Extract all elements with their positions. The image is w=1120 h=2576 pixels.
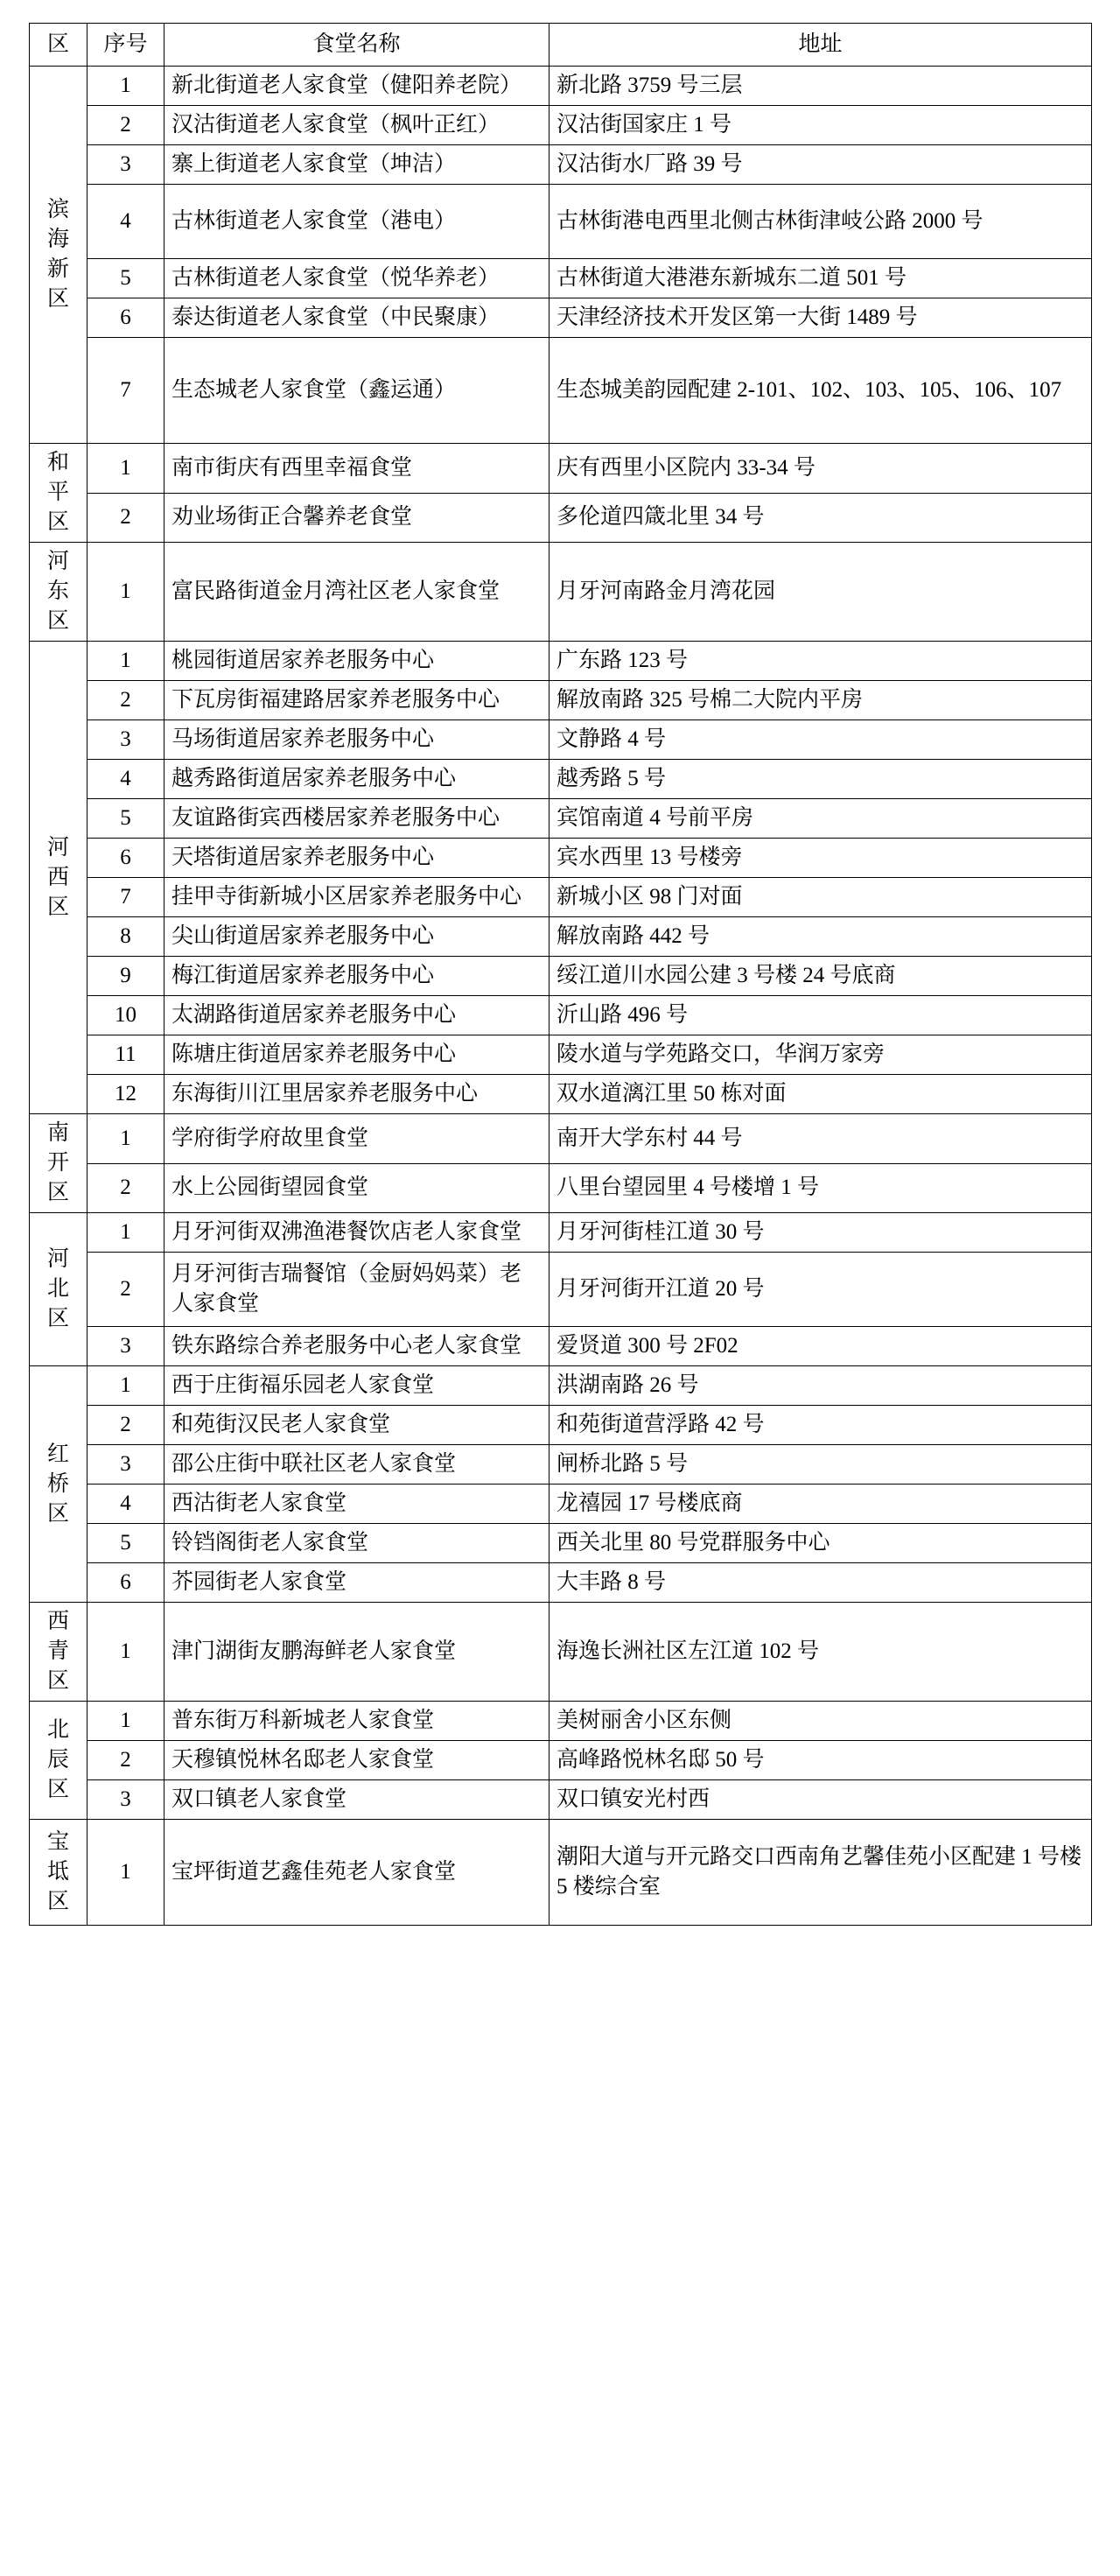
row-index-cell: 9 xyxy=(88,957,164,996)
table-row xyxy=(30,642,1092,681)
district-cell xyxy=(30,1820,88,1926)
district-cell xyxy=(30,67,88,444)
canteen-name-cell: 桃园街道居家养老服务中心 xyxy=(164,642,550,681)
district-cell xyxy=(30,642,88,1114)
canteen-address-cell: 八里台望园里 4 号楼增 1 号 xyxy=(550,1163,1092,1213)
canteen-address-cell: 美树丽舍小区东侧 xyxy=(550,1702,1092,1741)
table-row xyxy=(30,917,1092,957)
canteen-name-cell: 普东街万科新城老人家食堂 xyxy=(164,1702,550,1741)
district-cell xyxy=(30,543,88,642)
row-index-cell: 1 xyxy=(88,444,164,494)
row-index-cell: 2 xyxy=(88,1406,164,1445)
row-index-cell: 1 xyxy=(88,642,164,681)
canteen-address-cell: 月牙河南路金月湾花园 xyxy=(550,543,1092,642)
row-index-cell: 4 xyxy=(88,1485,164,1524)
row-index-cell: 2 xyxy=(88,493,164,543)
canteen-name-cell: 邵公庄街中联社区老人家食堂 xyxy=(164,1445,550,1485)
table-row xyxy=(30,543,1092,642)
canteen-name-cell: 富民路街道金月湾社区老人家食堂 xyxy=(164,543,550,642)
canteen-name-cell: 马场街道居家养老服务中心 xyxy=(164,720,550,760)
canteen-name-cell: 友谊路街宾西楼居家养老服务中心 xyxy=(164,799,550,839)
canteen-address-cell: 越秀路 5 号 xyxy=(550,760,1092,799)
row-index-cell: 1 xyxy=(88,1702,164,1741)
canteen-address-cell: 新城小区 98 门对面 xyxy=(550,878,1092,917)
canteen-address-cell: 大丰路 8 号 xyxy=(550,1563,1092,1603)
row-index-cell: 4 xyxy=(88,760,164,799)
district-label: 和平区 xyxy=(47,451,70,534)
canteen-address-cell: 文静路 4 号 xyxy=(550,720,1092,760)
canteen-name-cell: 南市街庆有西里幸福食堂 xyxy=(164,444,550,494)
row-index-cell: 1 xyxy=(88,1366,164,1406)
canteen-address-cell: 汉沽街国家庄 1 号 xyxy=(550,106,1092,145)
canteen-name-cell: 越秀路街道居家养老服务中心 xyxy=(164,760,550,799)
table-row xyxy=(30,1820,1092,1926)
canteen-name-cell: 尖山街道居家养老服务中心 xyxy=(164,917,550,957)
canteen-address-cell: 古林街港电西里北侧古林街津岐公路 2000 号 xyxy=(550,185,1092,259)
canteen-address-cell: 陵水道与学苑路交口，华润万家旁 xyxy=(550,1035,1092,1075)
canteen-address-cell: 高峰路悦林名邸 50 号 xyxy=(550,1741,1092,1780)
row-index-cell: 1 xyxy=(88,1114,164,1164)
canteen-address-cell: 潮阳大道与开元路交口西南角艺馨佳苑小区配建 1 号楼 5 楼综合室 xyxy=(550,1820,1092,1926)
canteen-address-cell: 宾馆南道 4 号前平房 xyxy=(550,799,1092,839)
canteen-address-cell: 解放南路 325 号棉二大院内平房 xyxy=(550,681,1092,720)
canteen-address-cell: 爱贤道 300 号 2F02 xyxy=(550,1327,1092,1366)
table-row xyxy=(30,1485,1092,1524)
table-row xyxy=(30,106,1092,145)
row-index-cell: 11 xyxy=(88,1035,164,1075)
district-label: 红桥区 xyxy=(47,1442,70,1526)
district-cell xyxy=(30,1603,88,1702)
table-row xyxy=(30,185,1092,259)
table-row xyxy=(30,67,1092,106)
canteen-name-cell: 津门湖街友鹏海鲜老人家食堂 xyxy=(164,1603,550,1702)
district-cell xyxy=(30,1702,88,1820)
table-row xyxy=(30,1327,1092,1366)
table-header-row xyxy=(30,24,1092,67)
canteen-name-cell: 铁东路综合养老服务中心老人家食堂 xyxy=(164,1327,550,1366)
row-index-cell: 12 xyxy=(88,1075,164,1114)
table-row xyxy=(30,1741,1092,1780)
table-row xyxy=(30,1114,1092,1164)
canteen-address-cell: 多伦道四箴北里 34 号 xyxy=(550,493,1092,543)
district-cell xyxy=(30,1366,88,1603)
table-body xyxy=(30,67,1092,1926)
district-label: 河西区 xyxy=(47,835,70,919)
canteen-name-cell: 生态城老人家食堂（鑫运通） xyxy=(164,338,550,444)
canteen-address-cell: 南开大学东村 44 号 xyxy=(550,1114,1092,1164)
row-index-cell: 6 xyxy=(88,1563,164,1603)
row-index-cell: 6 xyxy=(88,298,164,338)
canteen-name-cell: 挂甲寺街新城小区居家养老服务中心 xyxy=(164,878,550,917)
row-index-cell: 1 xyxy=(88,1820,164,1926)
row-index-cell: 1 xyxy=(88,1603,164,1702)
table-row xyxy=(30,996,1092,1035)
canteen-address-cell: 双口镇安光村西 xyxy=(550,1780,1092,1820)
canteen-address-cell: 广东路 123 号 xyxy=(550,642,1092,681)
district-label: 宝坻区 xyxy=(47,1830,70,1913)
canteen-address-cell: 龙禧园 17 号楼底商 xyxy=(550,1485,1092,1524)
table-row xyxy=(30,338,1092,444)
row-index-cell: 7 xyxy=(88,338,164,444)
column-header-index: 序号 xyxy=(88,24,164,67)
table-row xyxy=(30,878,1092,917)
row-index-cell: 1 xyxy=(88,543,164,642)
canteen-address-cell: 绥江道川水园公建 3 号楼 24 号底商 xyxy=(550,957,1092,996)
canteen-address-cell: 月牙河街桂江道 30 号 xyxy=(550,1213,1092,1253)
row-index-cell: 3 xyxy=(88,1327,164,1366)
canteen-address-cell: 洪湖南路 26 号 xyxy=(550,1366,1092,1406)
table-row xyxy=(30,1163,1092,1213)
row-index-cell: 2 xyxy=(88,1253,164,1327)
canteen-name-cell: 学府街学府故里食堂 xyxy=(164,1114,550,1164)
row-index-cell: 3 xyxy=(88,1445,164,1485)
table-row xyxy=(30,493,1092,543)
row-index-cell: 2 xyxy=(88,1741,164,1780)
canteen-name-cell: 月牙河街双沸渔港餐饮店老人家食堂 xyxy=(164,1213,550,1253)
canteen-address-cell: 新北路 3759 号三层 xyxy=(550,67,1092,106)
row-index-cell: 2 xyxy=(88,1163,164,1213)
table-row xyxy=(30,298,1092,338)
canteen-name-cell: 新北街道老人家食堂（健阳养老院） xyxy=(164,67,550,106)
district-cell xyxy=(30,1213,88,1366)
canteen-name-cell: 月牙河街吉瑞餐馆（金厨妈妈菜）老人家食堂 xyxy=(164,1253,550,1327)
table-row xyxy=(30,1213,1092,1253)
table-row xyxy=(30,839,1092,878)
table-row xyxy=(30,1702,1092,1741)
canteen-name-cell: 和苑街汉民老人家食堂 xyxy=(164,1406,550,1445)
canteen-address-cell: 宾水西里 13 号楼旁 xyxy=(550,839,1092,878)
canteen-name-cell: 太湖路街道居家养老服务中心 xyxy=(164,996,550,1035)
canteen-address-cell: 闸桥北路 5 号 xyxy=(550,1445,1092,1485)
table-row xyxy=(30,1780,1092,1820)
row-index-cell: 10 xyxy=(88,996,164,1035)
table-row xyxy=(30,1035,1092,1075)
table-row xyxy=(30,681,1092,720)
canteen-name-cell: 寨上街道老人家食堂（坤洁） xyxy=(164,145,550,185)
district-cell xyxy=(30,1114,88,1213)
district-label: 南开区 xyxy=(47,1121,70,1204)
canteen-address-cell: 汉沽街水厂路 39 号 xyxy=(550,145,1092,185)
row-index-cell: 3 xyxy=(88,145,164,185)
table-header xyxy=(30,24,1092,67)
row-index-cell: 8 xyxy=(88,917,164,957)
district-label: 西青区 xyxy=(47,1610,70,1693)
canteen-name-cell: 古林街道老人家食堂（悦华养老） xyxy=(164,259,550,298)
table-row xyxy=(30,1406,1092,1445)
canteen-address-cell: 古林街道大港港东新城东二道 501 号 xyxy=(550,259,1092,298)
canteen-name-cell: 宝坪街道艺鑫佳苑老人家食堂 xyxy=(164,1820,550,1926)
row-index-cell: 4 xyxy=(88,185,164,259)
column-header-district: 区 xyxy=(30,24,88,67)
district-label: 北辰区 xyxy=(47,1718,70,1801)
district-label: 河东区 xyxy=(47,550,70,633)
district-cell xyxy=(30,444,88,543)
canteen-name-cell: 西于庄街福乐园老人家食堂 xyxy=(164,1366,550,1406)
table-row xyxy=(30,1445,1092,1485)
row-index-cell: 7 xyxy=(88,878,164,917)
canteen-name-cell: 劝业场街正合馨养老食堂 xyxy=(164,493,550,543)
elderly-canteen-table xyxy=(29,23,1092,1926)
row-index-cell: 1 xyxy=(88,1213,164,1253)
canteen-address-cell: 双水道漓江里 50 栋对面 xyxy=(550,1075,1092,1114)
canteen-address-cell: 和苑街道营浮路 42 号 xyxy=(550,1406,1092,1445)
table-row xyxy=(30,1366,1092,1406)
table-row xyxy=(30,799,1092,839)
canteen-address-cell: 天津经济技术开发区第一大街 1489 号 xyxy=(550,298,1092,338)
table-row xyxy=(30,957,1092,996)
row-index-cell: 5 xyxy=(88,799,164,839)
table-row xyxy=(30,1075,1092,1114)
canteen-name-cell: 天塔街道居家养老服务中心 xyxy=(164,839,550,878)
column-header-name: 食堂名称 xyxy=(164,24,550,67)
district-label: 河北区 xyxy=(47,1247,70,1330)
canteen-address-cell: 沂山路 496 号 xyxy=(550,996,1092,1035)
table-row xyxy=(30,145,1092,185)
row-index-cell: 3 xyxy=(88,1780,164,1820)
row-index-cell: 3 xyxy=(88,720,164,760)
canteen-address-cell: 解放南路 442 号 xyxy=(550,917,1092,957)
row-index-cell: 5 xyxy=(88,1524,164,1563)
table-row xyxy=(30,1253,1092,1327)
row-index-cell: 1 xyxy=(88,67,164,106)
canteen-address-cell: 生态城美韵园配建 2-101、102、103、105、106、107 xyxy=(550,338,1092,444)
canteen-name-cell: 汉沽街道老人家食堂（枫叶正红） xyxy=(164,106,550,145)
canteen-address-cell: 月牙河街开江道 20 号 xyxy=(550,1253,1092,1327)
canteen-name-cell: 西沽街老人家食堂 xyxy=(164,1485,550,1524)
canteen-name-cell: 芥园街老人家食堂 xyxy=(164,1563,550,1603)
canteen-address-cell: 海逸长洲社区左江道 102 号 xyxy=(550,1603,1092,1702)
canteen-address-cell: 庆有西里小区院内 33-34 号 xyxy=(550,444,1092,494)
row-index-cell: 5 xyxy=(88,259,164,298)
canteen-name-cell: 古林街道老人家食堂（港电） xyxy=(164,185,550,259)
canteen-name-cell: 梅江街道居家养老服务中心 xyxy=(164,957,550,996)
table-row xyxy=(30,720,1092,760)
canteen-address-cell: 西关北里 80 号党群服务中心 xyxy=(550,1524,1092,1563)
canteen-name-cell: 水上公园街望园食堂 xyxy=(164,1163,550,1213)
column-header-address: 地址 xyxy=(550,24,1092,67)
table-row xyxy=(30,760,1092,799)
canteen-name-cell: 泰达街道老人家食堂（中民聚康） xyxy=(164,298,550,338)
table-row xyxy=(30,1524,1092,1563)
canteen-name-cell: 下瓦房街福建路居家养老服务中心 xyxy=(164,681,550,720)
table-row xyxy=(30,1603,1092,1702)
table-row xyxy=(30,1563,1092,1603)
table-row xyxy=(30,444,1092,494)
table-row xyxy=(30,259,1092,298)
canteen-name-cell: 陈塘庄街道居家养老服务中心 xyxy=(164,1035,550,1075)
row-index-cell: 6 xyxy=(88,839,164,878)
canteen-name-cell: 双口镇老人家食堂 xyxy=(164,1780,550,1820)
row-index-cell: 2 xyxy=(88,681,164,720)
canteen-name-cell: 东海街川江里居家养老服务中心 xyxy=(164,1075,550,1114)
canteen-name-cell: 铃铛阁街老人家食堂 xyxy=(164,1524,550,1563)
district-label: 滨海新区 xyxy=(47,198,70,311)
row-index-cell: 2 xyxy=(88,106,164,145)
canteen-name-cell: 天穆镇悦林名邸老人家食堂 xyxy=(164,1741,550,1780)
